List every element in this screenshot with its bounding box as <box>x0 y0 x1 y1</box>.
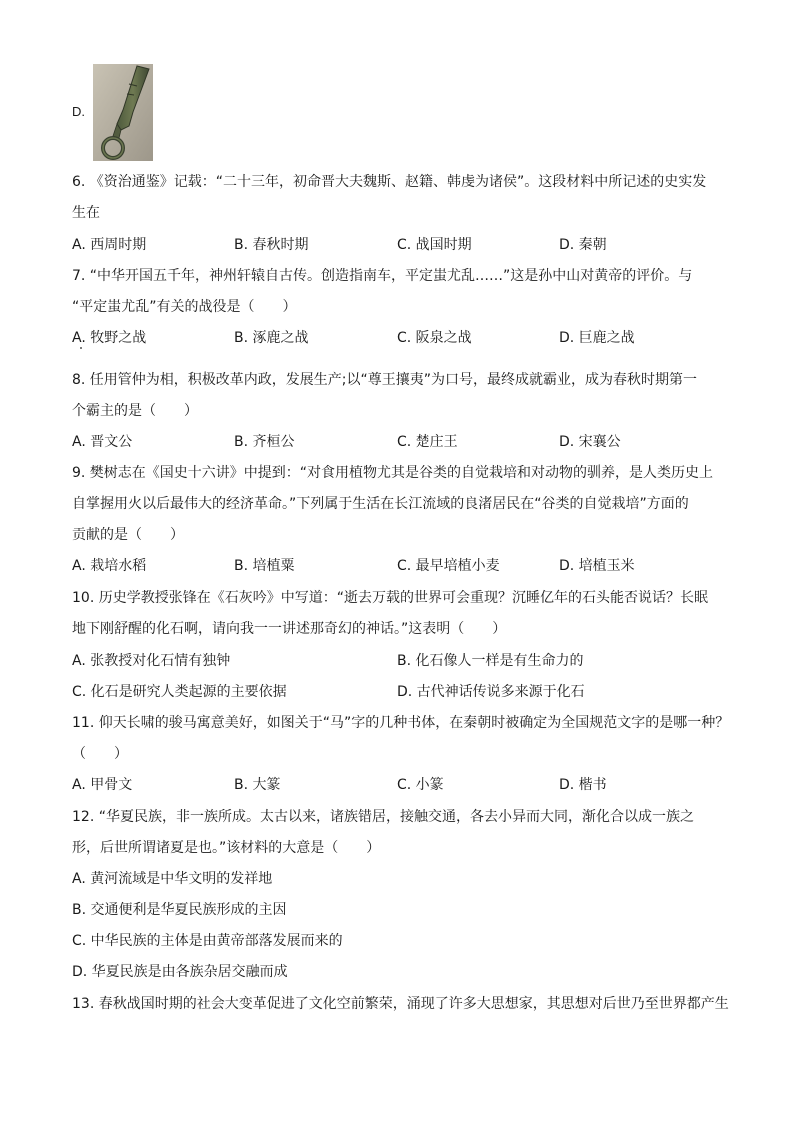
question-9-option[interactable]: A. 栽培水稻 <box>72 558 147 574</box>
question-12-line: 形，后世所谓诸夏是也。”该材料的大意是（ ） <box>72 840 381 856</box>
question-9-line: 9. 樊树志在《国史十六讲》中提到：“对食用植物尤其是谷类的自觉栽培和对动物的驯养，是人类历史上 <box>72 465 714 481</box>
q5-option-d-label: D. <box>72 104 85 119</box>
question-10-line: 10. 历史学教授张锋在《石灰吟》中写道：“逝去万载的世界可会重现？沉睡亿年的石头能否说话？长眠 <box>72 590 708 606</box>
question-11-option[interactable]: A. 甲骨文 <box>72 777 133 793</box>
question-8-option[interactable]: D. 宋襄公 <box>559 434 621 450</box>
question-11-option[interactable]: B. 大篆 <box>234 777 281 793</box>
question-9-line: 自掌握用火以后最伟大的经济革命。”下列属于生活在长江流域的良渚居民在“谷类的自觉栽培”方面的 <box>72 496 689 512</box>
question-12-option[interactable]: D. 华夏民族是由各族杂居交融而成 <box>72 964 288 980</box>
question-9-option[interactable]: C. 最早培植小麦 <box>397 558 500 574</box>
question-10-line: 地下刚舒醒的化石啊，请向我一一讲述那奇幻的神话。”这表明（ ） <box>72 621 507 637</box>
question-12-line: 12. “华夏民族，非一族所成。太古以来，诸族错居，接触交通，各去小异而大同，渐化合以成一族之 <box>72 809 694 825</box>
knife-coin-image <box>93 64 153 161</box>
question-7-line: “平定蚩尤乱”有关的战役是（ ） <box>72 299 297 315</box>
question-9-line: 贡献的是（ ） <box>72 527 184 543</box>
question-7-option[interactable]: C. 阪泉之战 <box>397 330 472 346</box>
question-8-option[interactable]: A. 晋文公 <box>72 434 133 450</box>
question-11-line: 11. 仰天长啸的骏马寓意美好，如图关于“马”字的几种书体，在秦朝时被确定为全国规范文字的是哪一种？ <box>72 715 730 731</box>
question-7-line: 7. “中华开国五千年，神州轩辕自古传。创造指南车，平定蚩尤乱……”这是孙中山对黄帝的评价。与 <box>72 268 693 284</box>
question-6-line: 6. 《资治通鉴》记载：“二十三年，初命晋大夫魏斯、赵籍、韩虔为诸侯”。这段材料中所记述的史实发 <box>72 174 707 190</box>
question-10-option[interactable]: A. 张教授对化石情有独钟 <box>72 653 231 669</box>
question-10-option[interactable]: B. 化石像人一样是有生命力的 <box>397 653 584 669</box>
question-11-option[interactable]: C. 小篆 <box>397 777 444 793</box>
question-8-line: 个霸主的是（ ） <box>72 403 198 419</box>
question-8-option[interactable]: B. 齐桓公 <box>234 434 295 450</box>
question-9-option[interactable]: D. 培植玉米 <box>559 558 635 574</box>
question-11-line: （ ） <box>72 746 128 762</box>
question-13-line: 13. 春秋战国时期的社会大变革促进了文化空前繁荣，涌现了许多大思想家，其思想对后世乃至世界都产生 <box>72 996 729 1012</box>
question-8-option[interactable]: C. 楚庄王 <box>397 434 458 450</box>
question-12-option[interactable]: A. 黄河流域是中华文明的发祥地 <box>72 871 273 887</box>
question-10-option[interactable]: D. 古代神话传说多来源于化石 <box>397 684 585 700</box>
question-7-option[interactable]: A. 牧野之战 <box>72 330 147 346</box>
question-12-option[interactable]: C. 中华民族的主体是由黄帝部落发展而来的 <box>72 933 343 949</box>
question-6-option[interactable]: A. 西周时期 <box>72 237 147 253</box>
question-12-option[interactable]: B. 交通便利是华夏民族形成的主因 <box>72 902 287 918</box>
question-8-line: 8. 任用管仲为相，积极改革内政，发展生产;以“尊王攘夷”为口号，最终成就霸业，成为春秋时期第一 <box>72 372 698 388</box>
question-6-option[interactable]: B. 春秋时期 <box>234 237 309 253</box>
question-7-option[interactable]: B. 涿鹿之战 <box>234 330 309 346</box>
question-6-option[interactable]: C. 战国时期 <box>397 237 472 253</box>
question-6-line: 生在 <box>72 205 100 221</box>
question-9-option[interactable]: B. 培植粟 <box>234 558 295 574</box>
question-7-option[interactable]: D. 巨鹿之战 <box>559 330 635 346</box>
question-11-option[interactable]: D. 楷书 <box>559 777 607 793</box>
question-10-option[interactable]: C. 化石是研究人类起源的主要依据 <box>72 684 287 700</box>
question-6-option[interactable]: D. 秦朝 <box>559 237 607 253</box>
